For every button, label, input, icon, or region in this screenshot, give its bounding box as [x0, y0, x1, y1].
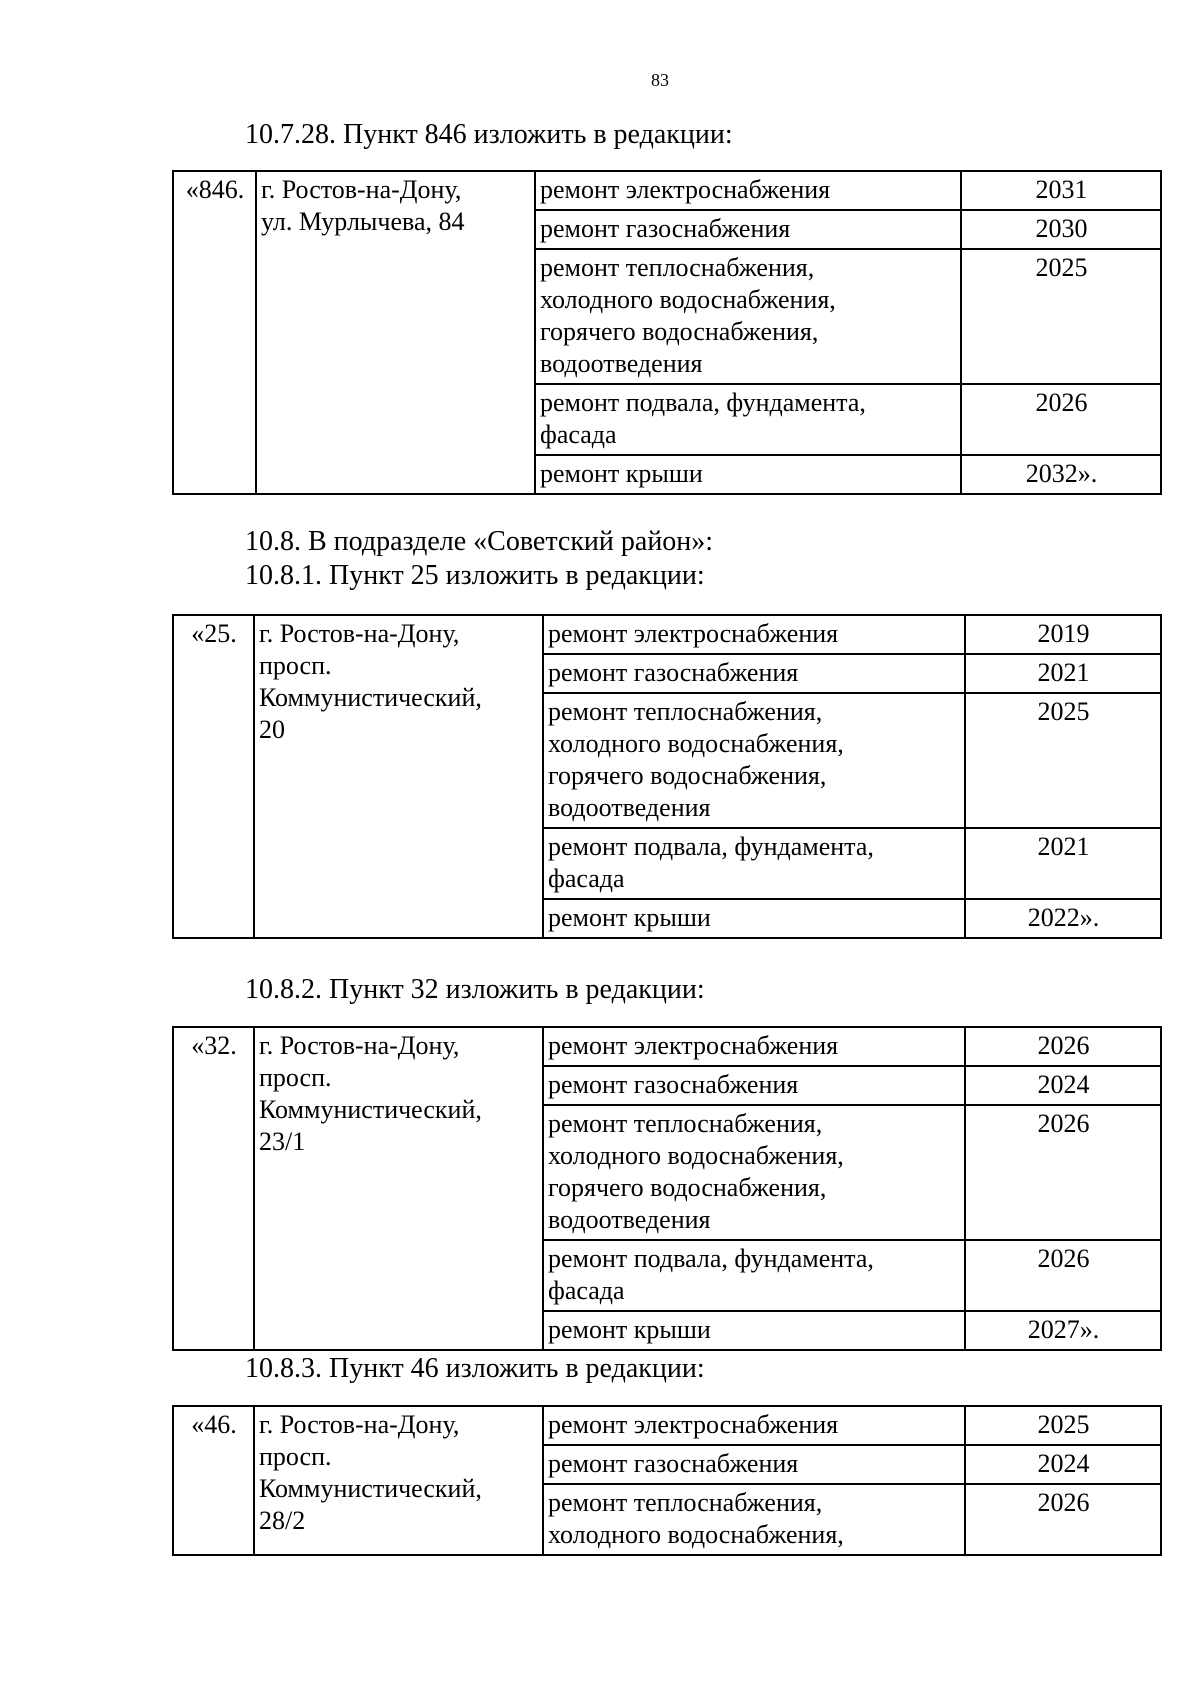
work-year: 2025	[961, 249, 1161, 384]
work-line: ремонт электроснабжения	[548, 1410, 839, 1439]
address-line: г. Ростов-на-Дону,	[259, 1031, 460, 1060]
work-year: 2031	[961, 171, 1161, 210]
work-line: водоотведения	[540, 349, 703, 378]
work-type	[543, 615, 965, 654]
work-type	[535, 210, 961, 249]
work-line: ремонт подвала, фундамента,	[548, 1244, 874, 1273]
work-line: ремонт подвала, фундамента,	[540, 388, 866, 417]
work-year: 2025	[965, 1406, 1161, 1445]
work-year: 2027».	[965, 1311, 1161, 1350]
work-year: 2021	[965, 828, 1161, 899]
work-year: 2019	[965, 615, 1161, 654]
work-type	[543, 654, 965, 693]
work-line: водоотведения	[548, 1205, 711, 1234]
work-line: фасада	[548, 864, 625, 893]
work-year: 2026	[961, 384, 1161, 455]
work-year: 2024	[965, 1445, 1161, 1484]
work-line: ремонт теплоснабжения,	[548, 1488, 823, 1517]
work-year: 2021	[965, 654, 1161, 693]
work-type	[535, 384, 961, 455]
section-heading: 10.8.2. Пункт 32 изложить в редакции:	[245, 974, 705, 1005]
work-type	[535, 171, 961, 210]
page-number: 83	[651, 70, 669, 90]
entry-address	[256, 171, 535, 494]
address-line: просп.	[259, 651, 332, 680]
work-line: ремонт электроснабжения	[548, 1031, 839, 1060]
work-line: ремонт подвала, фундамента,	[548, 832, 874, 861]
work-line: фасада	[548, 1276, 625, 1305]
work-line: водоотведения	[548, 793, 711, 822]
work-line: ремонт газоснабжения	[548, 1449, 799, 1478]
work-type	[543, 1105, 965, 1240]
work-line: холодного водоснабжения,	[548, 1520, 844, 1549]
entry-table-846	[172, 170, 1162, 495]
work-year: 2026	[965, 1105, 1161, 1240]
section-heading: 10.8. В подразделе «Советский район»:	[245, 526, 714, 557]
work-year: 2024	[965, 1066, 1161, 1105]
entry-table-32	[172, 1026, 1162, 1351]
address-line: г. Ростов-на-Дону,	[259, 619, 460, 648]
work-line: фасада	[540, 420, 617, 449]
work-line: горячего водоснабжения,	[548, 761, 827, 790]
entry-address	[254, 1027, 543, 1350]
work-line: ремонт крыши	[548, 1315, 711, 1344]
entry-number: «846.	[173, 171, 256, 494]
work-line: холодного водоснабжения,	[548, 1141, 844, 1170]
section-heading: 10.8.3. Пункт 46 изложить в редакции:	[245, 1353, 705, 1384]
work-line: ремонт теплоснабжения,	[540, 253, 815, 282]
address-line: г. Ростов-на-Дону,	[259, 1410, 460, 1439]
work-line: ремонт электроснабжения	[540, 175, 831, 204]
work-line: ремонт крыши	[548, 903, 711, 932]
section-heading: 10.7.28. Пункт 846 изложить в редакции:	[245, 119, 733, 150]
address-line: 23/1	[259, 1127, 306, 1156]
entry-number: «46.	[173, 1406, 254, 1555]
work-line: горячего водоснабжения,	[548, 1173, 827, 1202]
work-type	[543, 1311, 965, 1350]
entry-table-25	[172, 614, 1162, 939]
work-line: холодного водоснабжения,	[540, 285, 836, 314]
work-line: холодного водоснабжения,	[548, 729, 844, 758]
work-type	[535, 455, 961, 494]
work-type	[543, 693, 965, 828]
work-type	[543, 1445, 965, 1484]
work-year: 2030	[961, 210, 1161, 249]
work-type	[543, 1066, 965, 1105]
work-year: 2026	[965, 1027, 1161, 1066]
address-line: 20	[259, 715, 285, 744]
work-type	[543, 1240, 965, 1311]
entry-address	[254, 1406, 543, 1555]
work-line: ремонт теплоснабжения,	[548, 1109, 823, 1138]
work-type	[543, 899, 965, 938]
address-line: г. Ростов-на-Дону,	[261, 175, 462, 204]
work-line: горячего водоснабжения,	[540, 317, 819, 346]
work-type	[543, 1484, 965, 1555]
work-year: 2026	[965, 1484, 1161, 1555]
address-line: ул. Мурлычева, 84	[261, 207, 465, 236]
work-line: ремонт теплоснабжения,	[548, 697, 823, 726]
address-line: Коммунистический,	[259, 1095, 482, 1124]
work-year: 2022».	[965, 899, 1161, 938]
entry-number: «25.	[173, 615, 254, 938]
work-line: ремонт электроснабжения	[548, 619, 839, 648]
address-line: Коммунистический,	[259, 1474, 482, 1503]
entry-table-46	[172, 1405, 1162, 1556]
work-type	[543, 1406, 965, 1445]
address-line: Коммунистический,	[259, 683, 482, 712]
work-type	[543, 828, 965, 899]
work-type	[535, 249, 961, 384]
work-line: ремонт газоснабжения	[548, 1070, 799, 1099]
work-year: 2032».	[961, 455, 1161, 494]
work-line: ремонт крыши	[540, 459, 703, 488]
entry-address	[254, 615, 543, 938]
entry-number: «32.	[173, 1027, 254, 1350]
work-type	[543, 1027, 965, 1066]
section-heading: 10.8.1. Пункт 25 изложить в редакции:	[245, 560, 705, 591]
work-line: ремонт газоснабжения	[548, 658, 799, 687]
work-year: 2026	[965, 1240, 1161, 1311]
address-line: просп.	[259, 1442, 332, 1471]
work-year: 2025	[965, 693, 1161, 828]
address-line: 28/2	[259, 1506, 306, 1535]
address-line: просп.	[259, 1063, 332, 1092]
work-line: ремонт газоснабжения	[540, 214, 791, 243]
